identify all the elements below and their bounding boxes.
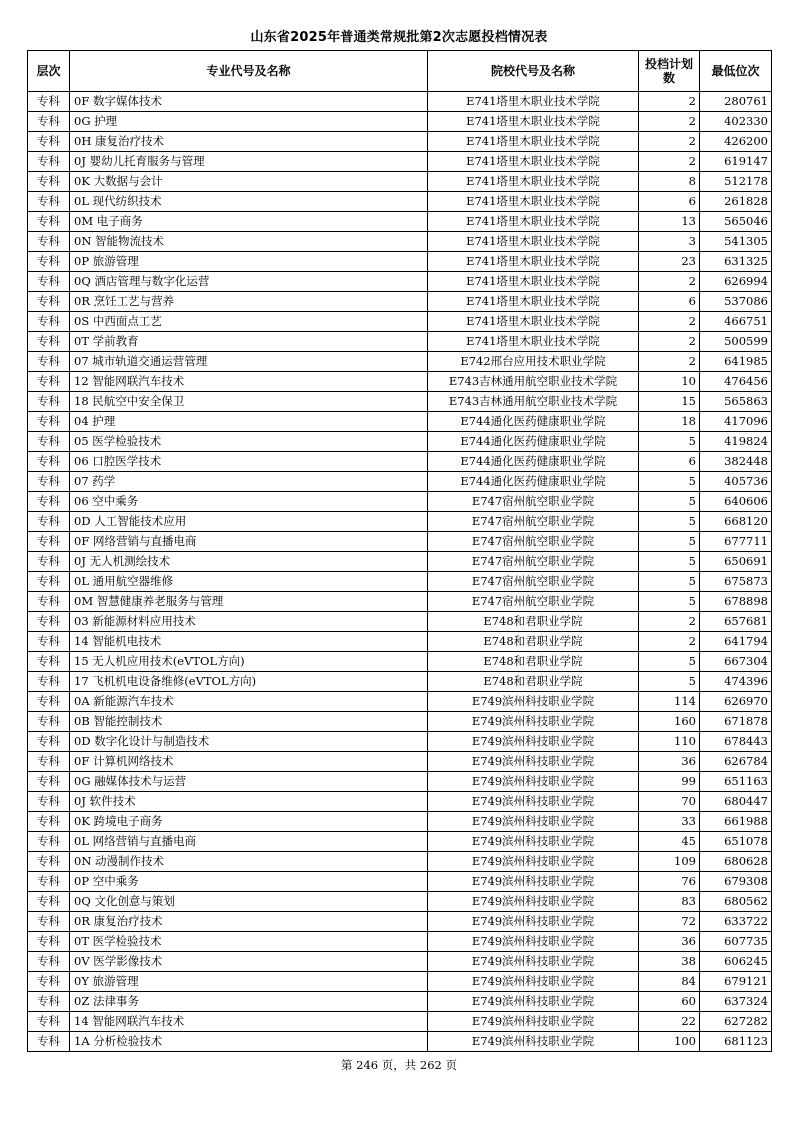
school-cell: E741塔里木职业技术学院 <box>428 292 639 312</box>
school-cell: E742邢台应用技术职业学院 <box>428 352 639 372</box>
major-cell: 17 飞机机电设备维修(eVTOL方向) <box>70 672 428 692</box>
table-row <box>28 792 772 812</box>
level-cell: 专科 <box>28 252 70 272</box>
major-cell: 0J 婴幼儿托育服务与管理 <box>70 152 428 172</box>
school-cell: E741塔里木职业技术学院 <box>428 332 639 352</box>
plan-cell: 160 <box>639 712 700 732</box>
table-row <box>28 472 772 492</box>
plan-cell: 38 <box>639 952 700 972</box>
level-cell: 专科 <box>28 992 70 1012</box>
major-cell: 03 新能源材料应用技术 <box>70 612 428 632</box>
table-row <box>28 692 772 712</box>
plan-cell: 6 <box>639 452 700 472</box>
school-cell: E741塔里木职业技术学院 <box>428 272 639 292</box>
level-cell: 专科 <box>28 532 70 552</box>
table-body <box>28 92 772 1052</box>
rank-cell: 426200 <box>700 132 772 152</box>
school-cell: E747宿州航空职业学院 <box>428 572 639 592</box>
table-row <box>28 372 772 392</box>
rank-cell: 678443 <box>700 732 772 752</box>
plan-cell: 2 <box>639 352 700 372</box>
major-cell: 0P 旅游管理 <box>70 252 428 272</box>
rank-cell: 640606 <box>700 492 772 512</box>
plan-cell: 33 <box>639 812 700 832</box>
school-cell: E747宿州航空职业学院 <box>428 532 639 552</box>
plan-cell: 45 <box>639 832 700 852</box>
level-cell: 专科 <box>28 392 70 412</box>
level-cell: 专科 <box>28 612 70 632</box>
plan-cell: 5 <box>639 672 700 692</box>
level-cell: 专科 <box>28 232 70 252</box>
rank-cell: 680562 <box>700 892 772 912</box>
level-cell: 专科 <box>28 892 70 912</box>
major-cell: 0L 现代纺织技术 <box>70 192 428 212</box>
major-cell: 0Z 法律事务 <box>70 992 428 1012</box>
plan-cell: 2 <box>639 332 700 352</box>
table-row <box>28 212 772 232</box>
major-cell: 14 智能网联汽车技术 <box>70 1012 428 1032</box>
table-row <box>28 572 772 592</box>
table-row <box>28 1012 772 1032</box>
plan-cell: 5 <box>639 572 700 592</box>
plan-cell: 8 <box>639 172 700 192</box>
plan-cell: 2 <box>639 632 700 652</box>
plan-cell: 5 <box>639 512 700 532</box>
header-school: 院校代号及名称 <box>428 51 639 92</box>
plan-cell: 70 <box>639 792 700 812</box>
rank-cell: 678898 <box>700 592 772 612</box>
rank-cell: 677711 <box>700 532 772 552</box>
level-cell: 专科 <box>28 952 70 972</box>
school-cell: E747宿州航空职业学院 <box>428 552 639 572</box>
table-header-row <box>28 51 772 92</box>
major-cell: 0Q 酒店管理与数字化运营 <box>70 272 428 292</box>
table-row <box>28 972 772 992</box>
table-row <box>28 252 772 272</box>
header-plan: 投档计划数 <box>639 51 700 92</box>
school-cell: E749滨州科技职业学院 <box>428 892 639 912</box>
plan-cell: 18 <box>639 412 700 432</box>
rank-cell: 280761 <box>700 92 772 112</box>
major-cell: 18 民航空中安全保卫 <box>70 392 428 412</box>
plan-cell: 2 <box>639 112 700 132</box>
rank-cell: 680628 <box>700 852 772 872</box>
school-cell: E748和君职业学院 <box>428 632 639 652</box>
major-cell: 0L 网络营销与直播电商 <box>70 832 428 852</box>
plan-cell: 100 <box>639 1032 700 1052</box>
school-cell: E741塔里木职业技术学院 <box>428 92 639 112</box>
table-row <box>28 592 772 612</box>
school-cell: E749滨州科技职业学院 <box>428 952 639 972</box>
school-cell: E749滨州科技职业学院 <box>428 992 639 1012</box>
level-cell: 专科 <box>28 272 70 292</box>
table-row <box>28 492 772 512</box>
plan-cell: 2 <box>639 272 700 292</box>
school-cell: E741塔里木职业技术学院 <box>428 192 639 212</box>
school-cell: E749滨州科技职业学院 <box>428 932 639 952</box>
table-row <box>28 352 772 372</box>
plan-cell: 6 <box>639 192 700 212</box>
level-cell: 专科 <box>28 692 70 712</box>
rank-cell: 627282 <box>700 1012 772 1032</box>
school-cell: E749滨州科技职业学院 <box>428 852 639 872</box>
table-row <box>28 552 772 572</box>
school-cell: E749滨州科技职业学院 <box>428 1012 639 1032</box>
major-cell: 0G 融媒体技术与运营 <box>70 772 428 792</box>
major-cell: 0L 通用航空器维修 <box>70 572 428 592</box>
plan-cell: 13 <box>639 212 700 232</box>
school-cell: E748和君职业学院 <box>428 672 639 692</box>
level-cell: 专科 <box>28 672 70 692</box>
major-cell: 1A 分析检验技术 <box>70 1032 428 1052</box>
level-cell: 专科 <box>28 332 70 352</box>
plan-cell: 76 <box>639 872 700 892</box>
level-cell: 专科 <box>28 292 70 312</box>
major-cell: 0H 康复治疗技术 <box>70 132 428 152</box>
level-cell: 专科 <box>28 192 70 212</box>
level-cell: 专科 <box>28 772 70 792</box>
table-row <box>28 412 772 432</box>
school-cell: E749滨州科技职业学院 <box>428 692 639 712</box>
plan-cell: 5 <box>639 472 700 492</box>
level-cell: 专科 <box>28 152 70 172</box>
major-cell: 0F 网络营销与直播电商 <box>70 532 428 552</box>
rank-cell: 474396 <box>700 672 772 692</box>
rank-cell: 633722 <box>700 912 772 932</box>
rank-cell: 382448 <box>700 452 772 472</box>
school-cell: E749滨州科技职业学院 <box>428 732 639 752</box>
level-cell: 专科 <box>28 932 70 952</box>
rank-cell: 541305 <box>700 232 772 252</box>
major-cell: 0S 中西面点工艺 <box>70 312 428 332</box>
level-cell: 专科 <box>28 472 70 492</box>
major-cell: 0V 医学影像技术 <box>70 952 428 972</box>
major-cell: 0J 无人机测绘技术 <box>70 552 428 572</box>
plan-cell: 5 <box>639 492 700 512</box>
major-cell: 04 护理 <box>70 412 428 432</box>
plan-cell: 84 <box>639 972 700 992</box>
level-cell: 专科 <box>28 212 70 232</box>
level-cell: 专科 <box>28 792 70 812</box>
level-cell: 专科 <box>28 92 70 112</box>
level-cell: 专科 <box>28 492 70 512</box>
level-cell: 专科 <box>28 512 70 532</box>
major-cell: 0T 学前教育 <box>70 332 428 352</box>
table-row <box>28 332 772 352</box>
plan-cell: 3 <box>639 232 700 252</box>
plan-cell: 23 <box>639 252 700 272</box>
rank-cell: 606245 <box>700 952 772 972</box>
school-cell: E743吉林通用航空职业技术学院 <box>428 372 639 392</box>
rank-cell: 402330 <box>700 112 772 132</box>
table-row <box>28 892 772 912</box>
plan-cell: 36 <box>639 932 700 952</box>
school-cell: E749滨州科技职业学院 <box>428 872 639 892</box>
level-cell: 专科 <box>28 712 70 732</box>
table-row <box>28 232 772 252</box>
major-cell: 0D 数字化设计与制造技术 <box>70 732 428 752</box>
page-footer: 第 246 页，共 262 页 <box>340 1058 458 1072</box>
major-cell: 0M 智慧健康养老服务与管理 <box>70 592 428 612</box>
table-row <box>28 672 772 692</box>
school-cell: E747宿州航空职业学院 <box>428 492 639 512</box>
school-cell: E741塔里木职业技术学院 <box>428 172 639 192</box>
rank-cell: 667304 <box>700 652 772 672</box>
rank-cell: 607735 <box>700 932 772 952</box>
rank-cell: 679308 <box>700 872 772 892</box>
table-row <box>28 132 772 152</box>
school-cell: E749滨州科技职业学院 <box>428 1032 639 1052</box>
major-cell: 0G 护理 <box>70 112 428 132</box>
table-row <box>28 152 772 172</box>
school-cell: E747宿州航空职业学院 <box>428 512 639 532</box>
table-row <box>28 1032 772 1052</box>
table-row <box>28 532 772 552</box>
school-cell: E749滨州科技职业学院 <box>428 712 639 732</box>
school-cell: E747宿州航空职业学院 <box>428 592 639 612</box>
rank-cell: 641985 <box>700 352 772 372</box>
major-cell: 0P 空中乘务 <box>70 872 428 892</box>
school-cell: E741塔里木职业技术学院 <box>428 232 639 252</box>
level-cell: 专科 <box>28 592 70 612</box>
level-cell: 专科 <box>28 652 70 672</box>
major-cell: 05 医学检验技术 <box>70 432 428 452</box>
table-row <box>28 112 772 132</box>
major-cell: 0K 跨境电子商务 <box>70 812 428 832</box>
table-row <box>28 772 772 792</box>
rank-cell: 657681 <box>700 612 772 632</box>
school-cell: E741塔里木职业技术学院 <box>428 212 639 232</box>
major-cell: 0F 计算机网络技术 <box>70 752 428 772</box>
plan-cell: 5 <box>639 532 700 552</box>
major-cell: 06 口腔医学技术 <box>70 452 428 472</box>
rank-cell: 681123 <box>700 1032 772 1052</box>
rank-cell: 405736 <box>700 472 772 492</box>
school-cell: E749滨州科技职业学院 <box>428 972 639 992</box>
plan-cell: 36 <box>639 752 700 772</box>
rank-cell: 417096 <box>700 412 772 432</box>
table-row <box>28 392 772 412</box>
header-rank: 最低位次 <box>700 51 772 92</box>
table-row <box>28 632 772 652</box>
rank-cell: 565863 <box>700 392 772 412</box>
table-row <box>28 992 772 1012</box>
plan-cell: 83 <box>639 892 700 912</box>
level-cell: 专科 <box>28 412 70 432</box>
plan-cell: 22 <box>639 1012 700 1032</box>
school-cell: E743吉林通用航空职业技术学院 <box>428 392 639 412</box>
table-row <box>28 612 772 632</box>
level-cell: 专科 <box>28 832 70 852</box>
major-cell: 0R 烹饪工艺与营养 <box>70 292 428 312</box>
school-cell: E749滨州科技职业学院 <box>428 792 639 812</box>
table-row <box>28 312 772 332</box>
table-row <box>28 952 772 972</box>
school-cell: E744通化医药健康职业学院 <box>428 432 639 452</box>
rank-cell: 675873 <box>700 572 772 592</box>
plan-cell: 5 <box>639 552 700 572</box>
rank-cell: 679121 <box>700 972 772 992</box>
rank-cell: 641794 <box>700 632 772 652</box>
plan-cell: 109 <box>639 852 700 872</box>
admission-table <box>27 50 772 1052</box>
major-cell: 0Q 文化创意与策划 <box>70 892 428 912</box>
major-cell: 0B 智能控制技术 <box>70 712 428 732</box>
table-row <box>28 652 772 672</box>
rank-cell: 651078 <box>700 832 772 852</box>
plan-cell: 2 <box>639 312 700 332</box>
level-cell: 专科 <box>28 1032 70 1052</box>
rank-cell: 419824 <box>700 432 772 452</box>
plan-cell: 5 <box>639 652 700 672</box>
table-row <box>28 912 772 932</box>
major-cell: 0R 康复治疗技术 <box>70 912 428 932</box>
page-title: 山东省2025年普通类常规批第2次志愿投档情况表 <box>250 30 548 45</box>
table-row <box>28 292 772 312</box>
rank-cell: 650691 <box>700 552 772 572</box>
plan-cell: 114 <box>639 692 700 712</box>
school-cell: E744通化医药健康职业学院 <box>428 452 639 472</box>
major-cell: 15 无人机应用技术(eVTOL方向) <box>70 652 428 672</box>
plan-cell: 2 <box>639 152 700 172</box>
table-row <box>28 452 772 472</box>
table-row <box>28 872 772 892</box>
level-cell: 专科 <box>28 372 70 392</box>
level-cell: 专科 <box>28 352 70 372</box>
rank-cell: 651163 <box>700 772 772 792</box>
rank-cell: 626994 <box>700 272 772 292</box>
plan-cell: 99 <box>639 772 700 792</box>
level-cell: 专科 <box>28 912 70 932</box>
level-cell: 专科 <box>28 752 70 772</box>
major-cell: 0N 动漫制作技术 <box>70 852 428 872</box>
level-cell: 专科 <box>28 112 70 132</box>
rank-cell: 626784 <box>700 752 772 772</box>
table-row <box>28 272 772 292</box>
plan-cell: 2 <box>639 612 700 632</box>
rank-cell: 619147 <box>700 152 772 172</box>
rank-cell: 661988 <box>700 812 772 832</box>
major-cell: 0T 医学检验技术 <box>70 932 428 952</box>
school-cell: E749滨州科技职业学院 <box>428 772 639 792</box>
rank-cell: 261828 <box>700 192 772 212</box>
major-cell: 0J 软件技术 <box>70 792 428 812</box>
plan-cell: 5 <box>639 592 700 612</box>
major-cell: 0A 新能源汽车技术 <box>70 692 428 712</box>
rank-cell: 668120 <box>700 512 772 532</box>
plan-cell: 6 <box>639 292 700 312</box>
plan-cell: 5 <box>639 432 700 452</box>
school-cell: E748和君职业学院 <box>428 652 639 672</box>
table-row <box>28 432 772 452</box>
level-cell: 专科 <box>28 732 70 752</box>
table-row <box>28 732 772 752</box>
school-cell: E749滨州科技职业学院 <box>428 752 639 772</box>
table-row <box>28 512 772 532</box>
school-cell: E741塔里木职业技术学院 <box>428 252 639 272</box>
rank-cell: 476456 <box>700 372 772 392</box>
table-row <box>28 752 772 772</box>
plan-cell: 60 <box>639 992 700 1012</box>
table-row <box>28 812 772 832</box>
rank-cell: 537086 <box>700 292 772 312</box>
major-cell: 07 药学 <box>70 472 428 492</box>
level-cell: 专科 <box>28 1012 70 1032</box>
school-cell: E741塔里木职业技术学院 <box>428 112 639 132</box>
plan-cell: 72 <box>639 912 700 932</box>
rank-cell: 637324 <box>700 992 772 1012</box>
plan-cell: 2 <box>639 92 700 112</box>
major-cell: 0K 大数据与会计 <box>70 172 428 192</box>
header-level: 层次 <box>28 51 70 92</box>
table-row <box>28 92 772 112</box>
rank-cell: 466751 <box>700 312 772 332</box>
table-row <box>28 712 772 732</box>
major-cell: 12 智能网联汽车技术 <box>70 372 428 392</box>
level-cell: 专科 <box>28 872 70 892</box>
level-cell: 专科 <box>28 312 70 332</box>
level-cell: 专科 <box>28 852 70 872</box>
level-cell: 专科 <box>28 812 70 832</box>
table-row <box>28 172 772 192</box>
table-row <box>28 192 772 212</box>
level-cell: 专科 <box>28 432 70 452</box>
level-cell: 专科 <box>28 132 70 152</box>
plan-cell: 10 <box>639 372 700 392</box>
table-row <box>28 852 772 872</box>
major-cell: 06 空中乘务 <box>70 492 428 512</box>
major-cell: 0D 人工智能技术应用 <box>70 512 428 532</box>
rank-cell: 500599 <box>700 332 772 352</box>
plan-cell: 2 <box>639 132 700 152</box>
school-cell: E749滨州科技职业学院 <box>428 912 639 932</box>
rank-cell: 565046 <box>700 212 772 232</box>
rank-cell: 671878 <box>700 712 772 732</box>
school-cell: E741塔里木职业技术学院 <box>428 132 639 152</box>
level-cell: 专科 <box>28 172 70 192</box>
level-cell: 专科 <box>28 572 70 592</box>
header-major: 专业代号及名称 <box>70 51 428 92</box>
rank-cell: 680447 <box>700 792 772 812</box>
plan-cell: 15 <box>639 392 700 412</box>
school-cell: E744通化医药健康职业学院 <box>428 412 639 432</box>
school-cell: E744通化医药健康职业学院 <box>428 472 639 492</box>
level-cell: 专科 <box>28 972 70 992</box>
major-cell: 07 城市轨道交通运营管理 <box>70 352 428 372</box>
level-cell: 专科 <box>28 452 70 472</box>
rank-cell: 626970 <box>700 692 772 712</box>
level-cell: 专科 <box>28 552 70 572</box>
school-cell: E748和君职业学院 <box>428 612 639 632</box>
school-cell: E741塔里木职业技术学院 <box>428 312 639 332</box>
major-cell: 0F 数字媒体技术 <box>70 92 428 112</box>
table-row <box>28 832 772 852</box>
table-row <box>28 932 772 952</box>
major-cell: 0Y 旅游管理 <box>70 972 428 992</box>
major-cell: 0N 智能物流技术 <box>70 232 428 252</box>
rank-cell: 512178 <box>700 172 772 192</box>
major-cell: 0M 电子商务 <box>70 212 428 232</box>
school-cell: E749滨州科技职业学院 <box>428 832 639 852</box>
major-cell: 14 智能机电技术 <box>70 632 428 652</box>
rank-cell: 631325 <box>700 252 772 272</box>
school-cell: E741塔里木职业技术学院 <box>428 152 639 172</box>
school-cell: E749滨州科技职业学院 <box>428 812 639 832</box>
level-cell: 专科 <box>28 632 70 652</box>
plan-cell: 110 <box>639 732 700 752</box>
